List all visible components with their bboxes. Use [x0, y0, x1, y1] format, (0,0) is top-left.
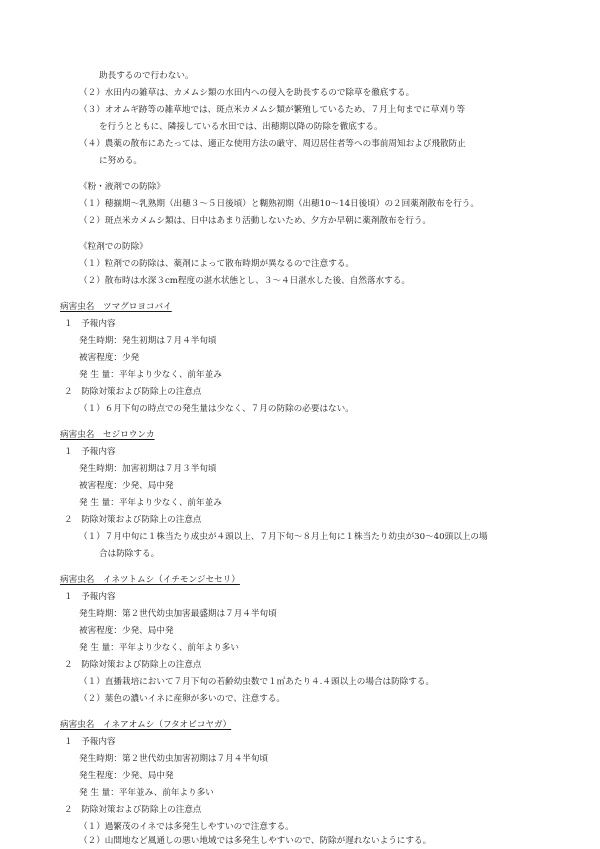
- text-line: （３）オオムギ跡等の雑草地では、斑点米カメムシ類が繁殖しているため、７月上旬までに草刈り等: [79, 105, 466, 115]
- text-line: 発生時期：第２世代幼虫加害初期は７月４半旬頃: [79, 754, 269, 764]
- pest-name-heading: 病害虫名 イネアオムシ（フタオビコヤガ）: [60, 720, 232, 730]
- text-line: （２）斑点米カメムシ類は、日中はあまり活動しないため、夕方か早朝に薬剤散布を行う。: [79, 216, 432, 226]
- text-line: （１）粒剤での防除は、薬剤によって散布時期が異なるので注意する。: [79, 259, 355, 269]
- text-line: （１）穂揃期～乳熟期（出穂３～５日後頃）と糊熟初期（出穂10～14日後頃）の２回薬剤散布を行う。: [79, 199, 479, 209]
- text-line: （１）過繁茂のイネでは多発生しやすいので注意する。: [79, 822, 294, 832]
- text-line: 発生時期：加害初期は７月３半旬頃: [79, 464, 217, 474]
- text-line: 発 生 量：平年より少なく、前年並み: [79, 370, 222, 380]
- text-line: 発 生 量：平年より少なく、前年より多い: [79, 643, 239, 653]
- text-line: に努める。: [99, 156, 142, 166]
- text-line: ２ 防除対策および防除上の注意点: [64, 660, 202, 670]
- text-line: 被害程度：少発、局中発: [79, 481, 174, 491]
- text-line: 発生程度：少発、局中発: [79, 771, 174, 781]
- text-line: 発生時期：第２世代幼虫加害最盛期は７月４半旬頃: [79, 609, 277, 619]
- text-line: １ 予報内容: [64, 319, 116, 329]
- text-line: （１）直播栽培において７月下旬の若齢幼虫数で１㎡あたり４.４頭以上の場合は防除する。: [79, 677, 435, 687]
- text-line: 助長するので行わない。: [99, 71, 194, 81]
- text-line: ２ 防除対策および防除上の注意点: [64, 805, 202, 815]
- pest-name-heading: 病害虫名 セジロウンカ: [60, 430, 155, 440]
- section-heading: 《粒剤での防除》: [79, 242, 148, 252]
- text-line: （２）水田内の雑草は、カメムシ類の水田内への侵入を助長するので除草を徹底する。: [79, 88, 415, 98]
- pest-name-heading: 病害虫名 イネツトムシ（イチモンジセセリ）: [60, 575, 240, 585]
- text-line: を行うとともに、隣接している水田では、出穂期以降の防除を徹底する。: [99, 122, 383, 132]
- text-line: 合は防除する。: [99, 549, 160, 559]
- text-line: （２）散布時は水深３cm程度の湛水状態とし、３～４日湛水した後、自然落水する。: [79, 276, 410, 286]
- text-line: 発 生 量：平年より少なく、前年並み: [79, 498, 222, 508]
- text-line: ２ 防除対策および防除上の注意点: [64, 387, 202, 397]
- text-line: １ 予報内容: [64, 592, 116, 602]
- text-line: （１）７月中旬に１株当たり成虫が４頭以上、７月下旬～８月上旬に１株当たり幼虫が30～40頭以上の場: [79, 532, 488, 542]
- text-line: （２）山間地など風通しの悪い地域では多発生しやすいので、防除が遅れないようにする。: [79, 836, 432, 846]
- text-line: １ 予報内容: [64, 447, 116, 457]
- text-line: （４）農薬の散布にあたっては、適正な使用方法の厳守、周辺居住者等への事前周知および飛散防止: [79, 139, 466, 149]
- text-line: （１）６月下旬の時点での発生量は少なく、７月の防除の必要はない。: [79, 404, 354, 414]
- text-line: 発 生 量：平年並み、前年より多い: [79, 788, 214, 798]
- pest-name-heading: 病害虫名 ツマグロヨコバイ: [60, 302, 172, 312]
- section-heading: 《粉・液剤での防除》: [79, 182, 165, 192]
- text-line: 発生時期：発生初期は７月４半旬頃: [79, 336, 217, 346]
- text-line: ２ 防除対策および防除上の注意点: [64, 515, 202, 525]
- text-line: １ 予報内容: [64, 737, 116, 747]
- text-line: （２）葉色の濃いイネに産卵が多いので、注意する。: [79, 694, 285, 704]
- text-line: 被害程度：少発、局中発: [79, 626, 174, 636]
- text-line: 被害程度：少発: [79, 353, 140, 363]
